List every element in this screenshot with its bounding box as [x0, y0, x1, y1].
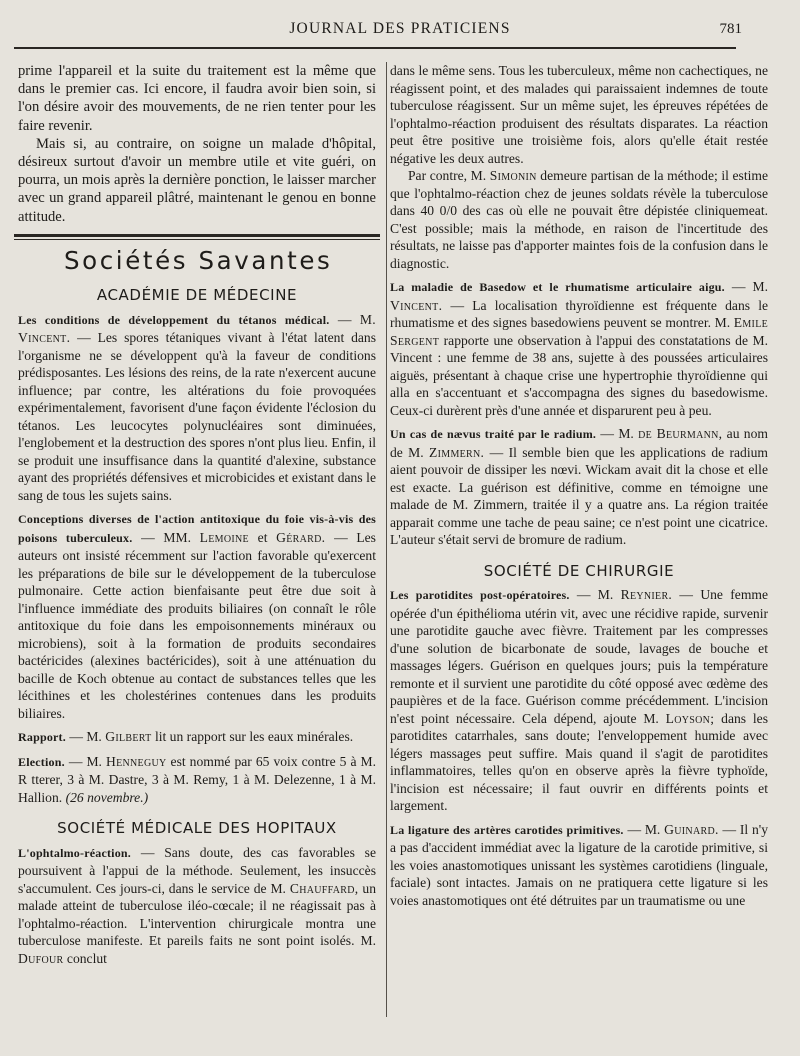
ophtalmo-title: L'ophtalmo-réaction. — [18, 845, 131, 860]
ophtalmo-text-b: un malade atteint de tuberculose iléo-cœcale; il ne réagissait pas à l'ophtalmo-réaction. L'intervention chirurgicale montra une tuberculose manifeste. Et pareils faits ne sont point isolés. M. — [18, 880, 376, 949]
carotides-text: Il n'y a pas d'accident immédiat avec la ligature de la carotide primitive, si les voies anastomotiques unissant les systèmes carotidiens (linguale, faciale) sont intactes. Jamais on ne pratiquera cette ligature si les voies anastomotiques ont été détruites par un traumatisme ou une — [390, 821, 769, 908]
election-prefix: M. — [86, 753, 102, 769]
foie-author-1: Lemoine — [199, 529, 249, 545]
parotidites-prefix: M. — [597, 587, 614, 602]
rapport-prefix: M. — [86, 729, 102, 745]
intro-block — [18, 62, 376, 226]
tetanos-text: Les spores tétaniques vivant à l'état latent dans l'organisme ne se développent qu'à la faveur de conditions prédisposantes. Les lésions des reins, de la rate n'exercent aucune influence; par contre, les altérations du foie provoquées expérimentalement, favorisent d'une façon évidente l'éclosion du tétanos. Les leucocytes polynucléaires sont diminuées, l'englobement et la destruction des spores n'ont plus lieu. Enfin, il se produit une insuffisance dans la quantité d'alexine, substance ayant des propriétés défensives et microbicides et existant dans le sang de tous les sujets sains. — [18, 330, 377, 503]
rapport-text: lit un rapport sur les eaux minérales. — [154, 729, 354, 745]
academy-heading: ACADÉMIE DE MÉDECINE — [96, 286, 298, 305]
carotides-title: La ligature des artères carotides primitives. — [390, 822, 624, 837]
naevus-text-b: Il semble bien que les applications de radium aient pouvoir de dissiper les nœvi. Wickam avait dit la chose et elle est exacte. La guérison est définitive, comme en témoigne une malade de M. Zimmern, traitée il y a quatre ans. La région traitée apparait comme une tache de peau saine; ce n'est point une cicatrice. L'auteur s'était servi de bromure de radium. — [390, 444, 769, 547]
naevus-entry: Un cas de nævus traité par le radium. — M. de Beurmann, au nom de M. Zimmern. — Il semble bien que les applications de radium aient pouvoir de dissiper les nœvi. Wickam avait dit la chose et elle est exacte. La guérison est définitive, comme en témoigne une malade de M. Zimmern, traitée il y a quatre ans. La région traitée apparait comme une tache de peau saine; ce n'est point une cicatrice. L'auteur s'était servi de bromure de radium. — [390, 426, 769, 547]
simonin-name: Simonin — [489, 168, 537, 183]
ophtalmo-continuation: dans le même sens. Tous les tuberculeux, même non cachectiques, ne réagissent point, et des malades qui paraissaient indemnes de toute tuberculose réagissent. Sur un même sujet, les épreuves répétées de l'ophtalmo-réaction produisent des résultats disparates. La réaction peut être positive une troisième fois, alors qu'elle était restée négative les deux autres. — [390, 63, 768, 166]
parotidites-title: Les parotidites post-opératoires. — [390, 588, 570, 602]
hopitaux-heading: SOCIÉTÉ MÉDICALE DES HOPITAUX — [57, 819, 337, 838]
naevus-title: Un cas de nævus traité par le radium. — [390, 427, 597, 441]
header-rule — [14, 47, 736, 49]
tetanos-title: Les conditions de développement du tétanos médical. — [18, 312, 330, 327]
basedow-name-2: Emile Sergent — [390, 315, 769, 348]
foie-and: et — [257, 529, 268, 545]
basedow-text-a: La localisation thyroïdienne est fréquente dans le rhumatisme et des signes basedowiens peuvent se montrer. M. — [390, 297, 769, 330]
simonin-text-a: Par contre, M. — [408, 168, 487, 183]
tetanos-author: M. Vincent. — [18, 311, 376, 346]
naevus-author: de Beurmann, — [638, 426, 723, 441]
rapport-title: Rapport. — [18, 730, 66, 745]
basedow-entry: La maladie de Basedow et le rhumatisme articulaire aigu. — M. Vincent. — La localisation thyroïdienne est fréquente dans le rhumatisme et des signes basedowiens peuvent se montrer. M. Emile Sergent rapporte une observation à l'appui des constatations de M. Vincent : une femme de 38 ans, sujette à des poussées articulaires aiguës, présentant à chaque crise une hypertrophie thyroïdienne qui alla en s'accentuant et s'accompagna des signes du basedowisme. Ceux-ci durèrent près d'une année et disparurent peu à peu. — [390, 279, 769, 418]
basedow-prefix: M. — [752, 279, 768, 294]
intro-paragraph-1: prime l'appareil et la suite du traitement est la même que dans le premier cas. Ici encore, il faudra avoir bien soin, si l'on désire avoir des mouvements, de ne rien tenter pour les faire revenir. — [18, 63, 376, 134]
rapport-author: Gilbert — [105, 729, 152, 745]
election-text: est nommé par 65 voix contre 5 à M. R tterer, 3 à M. Dastre, 3 à M. Remy, 1 à M. Delezenne, 1 à M. Hallion. — [18, 753, 376, 805]
simonin-text-b: demeure partisan de la méthode; il estime que l'ophtalmo-réaction chez de jeunes soldats révèle la tuberculose dans 40 0/0 des cas où elle ne pouvait être dépistée cliniquemeat. C'est possible; mais la méthode, en raison de l'incertitude des résultats, ne laisse pas d'apporter maintes fois de la confusion dans le diagnostic. — [390, 168, 768, 271]
basedow-author: Vincent. — [390, 297, 443, 313]
section-rule — [14, 234, 380, 237]
ophtalmo-name-2: Dufour — [18, 950, 64, 966]
election-date: (26 novembre.) — [65, 789, 149, 805]
naevus-text-a: au nom de M. — [390, 426, 768, 460]
ophtalmo-entry: L'ophtalmo-réaction. — Sans doute, des cas favorables se poursuivent à l'appui de la méthode. Seulement, les insuccès s'accumulent. Ces jours-ci, dans le service de M. Chauffard, un malade atteint de tuberculose iléo-cœcale; il ne réagissait pas à l'ophtalmo-réaction. L'intervention chirurgicale montra une tuberculose manifeste. Et pareils faits ne sont point isolés. M. Dufour conclut — [18, 844, 377, 966]
election-entry: Election. — M. Henneguy est nommé par 65 voix contre 5 à M. R tterer, 3 à M. Dastre, 3 à M. Remy, 1 à M. Delezenne, 1 à M. Hallion. (26 novembre.) — [18, 753, 376, 805]
intro-paragraph-2: Mais si, au contraire, on soigne un malade d'hôpital, désireux surtout d'avoir un membre utile et vite guéri, on pourra, un mois après la dernière ponction, le laisser marcher avec un grand appareil plâtré, maintenant le genou en bonne attitude. — [18, 135, 376, 225]
parotidites-name-2: Loyson; — [665, 710, 715, 726]
naevus-name-2: Zimmern. — [429, 444, 485, 460]
election-title: Election. — [18, 754, 65, 769]
rapport-entry: Rapport. — M. Gilbert lit un rapport sur les eaux minérales. — [18, 729, 354, 745]
parotidites-text-b: dans les parotidites catarrhales, sans doute; l'enveloppement humide avec légers massages peut suffire. Mais quand il s'agit de parotidites inflammatoires, telles qu'on en observe après la fièvre typhoïde, l'incision est nécessaire; il faut ouvrir en différents points et largement. — [390, 710, 768, 813]
column-divider — [386, 62, 387, 1017]
journal-title: JOURNAL DES PRATICIENS — [289, 20, 511, 37]
section-rule-thin — [14, 239, 380, 240]
naevus-prefix: M. — [618, 426, 634, 441]
simonin-paragraph — [390, 167, 768, 272]
running-head — [0, 20, 800, 42]
foie-entry: Conceptions diverses de l'action antitoxique du foie vis-à-vis des poisons tuberculeux. — MM. Lemoine et Gérard. — Les auteurs ont insisté récemment sur l'action favorable qu'exercent les préparations de bile sur le développement de la tuberculose pulmonaire. Cette action bienfaisante peut être due soit à l'influence immédiate des produits biliaires (on connaît le rôle antitoxique du foie dans les empoisonnements minéraux ou microbiens), soit à la formation de produits secondaires bactéricides (alexines bactéricides), soit à une atténuation du bacille de Koch obtenue au contact de substances telles que les lécithines et les cholestérines contenues dans les produits biliaires. — [18, 512, 376, 721]
page-number: 781 — [719, 21, 742, 37]
carotides-prefix: M. — [644, 821, 661, 837]
right-column — [390, 62, 768, 909]
left-column — [18, 62, 376, 967]
chirurgie-heading: SOCIÉTÉ DE CHIRURGIE — [483, 561, 675, 580]
election-author: Henneguy — [105, 753, 167, 769]
section-banner: Sociétés Savantes — [64, 245, 333, 275]
carotides-entry: La ligature des artères carotides primitives. — M. Guinard. — Il n'y a pas d'accident immédiat avec la ligature de la carotide primitive, si les voies anastomotiques unissant les systèmes carotidiens (linguale, faciale) sont intactes. Jamais on ne pratiquera cette ligature si les voies anastomotiques ont été détruites par un traumatisme ou une — [390, 821, 769, 908]
foie-author-2: Gérard. — [276, 529, 326, 545]
foie-text: Les auteurs ont insisté récemment sur l'action favorable qu'exercent les préparations de bile sur le développement de la tuberculose pulmonaire. Cette action bienfaisante peut être due soit à l'influence immédiate des produits biliaires (on connaît le rôle antitoxique du foie dans les empoisonnements minéraux ou microbiens), soit à la formation de produits secondaires bactéricides (alexines bactéricides), soit à une atténuation du bacille de Koch obtenue au contact de substances telles que les lécithines et les cholestérines contenues dans les produits biliaires. — [18, 529, 376, 721]
basedow-text-b: rapporte une observation à l'appui des constatations de M. Vincent : une femme de 38 ans, sujette à des poussées articulaires aiguës, présentant à chaque crise une hypertrophie thyroïdienne qui alla en s'accentuant et s'accompagna des signes du basedowisme. Ceux-ci durèrent près d'une année et disparurent peu à peu. — [390, 332, 768, 418]
parotidites-text-a: Une femme opérée d'un épithélioma utérin vit, avec une récidive rapide, survenir une parotidite gauche avec fièvre. Traitement par les compresses d'une solution de bicarbonate de soude, lavages de bouche et massages légers. Guérison en quelques jours; puis la température remonte et il survient une parotidite du côté opposé avec œdème des paupières et de la face. Guérison comme précédemment. L'incision n'est point nécessaire. Cela dépend, ajoute M. — [390, 587, 768, 726]
foie-title: Conceptions diverses de l'action antitoxique du foie vis-à-vis des poisons tuberculeux. — [18, 512, 376, 545]
foie-authors-prefix: MM. — [163, 529, 191, 545]
ophtalmo-text-a: Sans doute, des cas favorables se poursuivent à l'appui de la méthode. Seulement, les insuccès s'accumulent. Ces jours-ci, dans le service de M. — [18, 844, 377, 896]
tetanos-entry: Les conditions de développement du tétanos médical. — M. Vincent. — Les spores tétaniques vivant à l'état latent dans l'organisme ne se développent qu'à la faveur de conditions prédisposantes. Les lésions des reins, de la rate n'exercent aucune influence; par contre, les altérations du foie provoquées expérimentalement, favorisent d'une façon évidente l'éclosion du tétanos. Les leucocytes polynucléaires sont diminuées, l'englobement et la destruction des spores n'ont plus lieu. Enfin, il se produit une insuffisance dans la quantité d'alexine, substance ayant des propriétés défensives et microbicides et existant dans le sang de tous les sujets sains. — [18, 311, 377, 503]
ophtalmo-name-1: Chauffard, — [289, 880, 359, 896]
parotidites-entry: Les parotidites post-opératoires. — M. Reynier. — Une femme opérée d'un épithélioma utérin vit, avec une récidive rapide, survenir une parotidite gauche avec fièvre. Traitement par les compresses d'une solution de bicarbonate de soude, lavages de bouche et massages légers. Guérison en quelques jours; puis la température remonte et il survient une parotidite du côté opposé avec œdème des paupières et de la face. Guérison comme précédemment. L'incision n'est point nécessaire. Cela dépend, ajoute M. Loyson; dans les parotidites catarrhales, sans doute; l'enveloppement humide avec légers massages peut suffire. Mais quand il s'agit de parotidites inflammatoires, telles qu'on en observe après la fièvre typhoïde, l'incision est nécessaire; il faut ouvrir en différents points et largement. — [390, 587, 768, 813]
basedow-title: La maladie de Basedow et le rhumatisme articulaire aigu. — [390, 280, 725, 294]
carotides-author: Guinard. — [664, 821, 719, 837]
parotidites-author: Reynier. — [620, 587, 673, 602]
ophtalmo-text-c: conclut — [66, 950, 107, 966]
